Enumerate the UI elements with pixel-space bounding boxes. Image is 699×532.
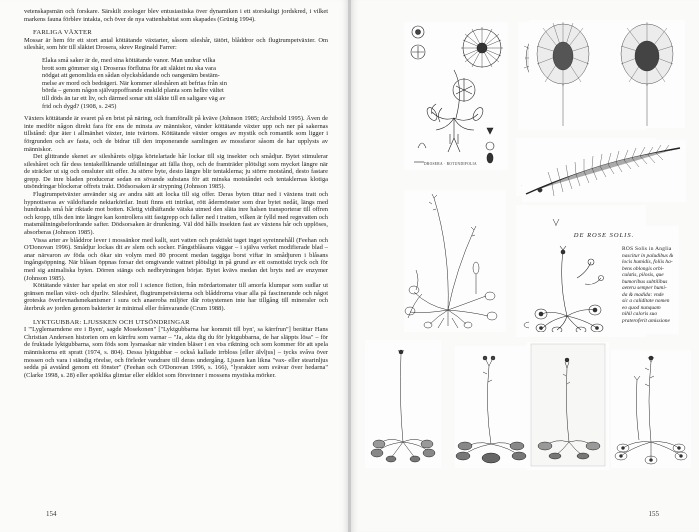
quote-line: nödgat att genomlida en sådan olycksbådande och oangenäm bestäm- [42, 72, 220, 80]
paragraph: Köttätande växter har spelat en stor roll i science fiction, från mördartomater till amorfa klumpar som sudlar ut gränsen mellan växt- och djurliv. Sileshåret, flugtrumpetväxterna och blåddrorna visar alla på fascinerande och något groteska överlevnadsmekanismer i sura och anaeroba miljöer där rotsystemen inte har tillgång till mineraler och återbruk av jorden genom bakterier är minimal eller frånvarande (Crum 1988). [24, 282, 328, 312]
latin-line: locis humidis, foliis ha- [622, 259, 673, 265]
latin-line: aeteru semper humi- [622, 285, 667, 291]
plate-bottom-1 [365, 340, 441, 468]
plate-bottom-4 [611, 350, 691, 468]
latin-line: da & madida: vnde [622, 291, 664, 298]
paragraph: Det glittrande skenet av sileshårets oljiga körtelartade hår lockar till sig insekter och smådjur. Bytet stimulerar sileshåret och får dess tentakelliknande utfällningar att fälla ihop, och de framträder plötsligt som mycket längre när de sträcker ut sig och omsluter sitt offer. Ju större byte, desto längre blir tentaklerna; ju större motstånd, desto fastare grepp. De inre bladen producerar sedan en sövande substans för att minska motståndet och tentaklernas klotiga utsöndringar blockerar offrets trakt. Dödsorsaken är strypning (Johnson 1985). [24, 153, 328, 191]
plate-caption: DROSERA · ROTUNDIFOLIA [424, 162, 477, 166]
woodcut-latin-text [622, 246, 676, 324]
plate-de-rose-solis [529, 226, 679, 334]
latin-line: eo quod nunquam [622, 304, 661, 311]
latin-line: humoribus subtilibus [622, 278, 668, 285]
latin-line: prateroferit amissione [622, 317, 670, 324]
sundew-rosette-illustration [404, 190, 506, 332]
quote-line: Elaka små saker är de, med sina köttätande vanor. Man undrar vilka [42, 56, 216, 64]
quote-line: frid och dygd? [42, 102, 80, 110]
quote-line: brott som gömmer sig i Droseras förflutna för att släktet nu ska vara [42, 64, 216, 72]
sundew-framed-illustration [527, 342, 609, 470]
section-heading-farliga-vaxter: FARLIGA VÄXTER [33, 29, 92, 37]
block-quote [42, 57, 322, 110]
plate-sundew-leaf-horizontal [522, 140, 686, 202]
left-page [0, 0, 348, 532]
page-number: 154 [46, 510, 57, 518]
sundew-tall-stem-illustration [365, 340, 441, 468]
sundew-heads-illustration [529, 20, 685, 128]
section-heading-lyktgubbar: LYKTGUBBAR: LJUSSKEN OCH UTSÖNDRINGAR [33, 318, 190, 326]
latin-line: bens oblongis orbi- [622, 265, 664, 272]
woodcut-plant-illustration [533, 244, 615, 332]
plate-drosera-anatomy [404, 22, 508, 170]
quote-line: till döds än tar ett liv, och därmed sonar sitt släkte till en saligare väg av [42, 94, 226, 102]
latin-line: ROS Solis in Anglia [622, 246, 672, 252]
leaf-tentacles-illustration [522, 140, 686, 202]
paragraph: Flugtrumpetväxter använder sig av andra sätt att locka till sig offer. Deras byten tittar ned i växtens tratt och hypnotiseras av väldoftande nektarkörtlar. Inuti finns ett intrikat, rött ådermönster som drar bytet nedåt, längs med hundratals små hår riktade mot botten. Kletig vidhäftande vätska utmed den släta inre halsen transporterar till offren och kropp, tills den inte längre kan kontrollera sitt fastgrepp och faller ned i tratten, vilken är fylld med regnvatten och matsmältningsbefordrande safter. Dödsorsaken är drunkning. Väl död hålls insekten fast av växtens hår och upplöses, absorberas (Johnson 1985). [24, 191, 328, 237]
plate-bottom-3 [527, 342, 609, 470]
woodcut-frame [529, 226, 679, 334]
plate-drosera-rosette [404, 190, 506, 332]
paragraph: Mossar är hem för ett stort antal köttätande växtarter, såsom sileshår, tätört, blåddror och flugtrumpetväxter. Om sileshår, som hör till släktet Drosera, skrev Reginald Farrer: [24, 36, 328, 52]
page-number: 155 [648, 510, 659, 518]
paragraph: I "'Lyglemarndene ere i Byen', sagde Mosekonen" ["Lyktgubbarna har kommit till byn', sa kärrfrun"] berättar Hans Christian Andersen historien om en kärrfru som varnar – "Ja, akta dig du för lyktgubbarna, de har släppts lösa" – för de fruktade lyktgubbarna, som föds som lysmaskar när vinden bläser i en viss riktning och som kommer för att spela människorna ett spratt (1974, s. 804). Dessa lyktgubbar – också kallade irrbloss [eller älvljus] – tycks svåva över mossen och vara i ständig rörelse, och förleder vandrare till deras undergång. Ljusen kan likna "vax- eller stearinljus sedda på avstånd genom ett fönster" (Feehan och O'Donovan 1996, s. 166), "lysrakter som svävar över hedarna" (Clarke 1998, s. 28) eller spöklika glimtar eller eldklot som försvinner i mossens mystiska mörker. [24, 326, 328, 379]
latin-line: culatis, pilosis, que [622, 272, 664, 278]
quote-line: melse av mord och bedrägeri. När kommer sileshåren att befrias från sin [42, 79, 227, 87]
woodcut-title: DE ROSE SOLIS. [573, 232, 635, 239]
plate-sundew-heads-pair [529, 20, 685, 128]
paragraph: vetenskapsmän och forskare. Särskilt zoologer blev entusiastiska över dynamiken i ett storskaligt jordskred, i vilket markens fauna förblev intakta, och över de nya vattenhabitat som skapades (Grünig 1994). [24, 8, 328, 23]
paragraph: Vissa arter av blåddror lever i mossänkor med kallt, surt vatten och praktiskt taget inget syreinnehåll (Feehan och O'Donovan 1996). Smådjur lockas dit av slem och socker. Fångstblåsans väggar – i själva verket modifierade blad – anar närvaron av föda och ökar sin volym med 80 procent medan taggiga borst viftar in smådjuren i blåsans ingångsöppning. När blåsan öppnas forsar det omgivande vattnet plötsligt in på grund av ett osmotiskt tryck och för med sig animaliska byten. Dörren stängs och nedbrytningen börjar. Bytet kvävs medan det bryts ned av enzymer (Johnson 1985). [24, 236, 328, 282]
sundew-flowering-illustration [455, 346, 531, 468]
latin-line: nihil caloris suo [622, 311, 658, 317]
quote-line: börda – genom någon självuppoffrande enskild planta som hellre vältet [42, 87, 224, 95]
paragraph: Växters köttätande är svaret på en brist på näring, och framförallt på kväve (Johnson 1985; Archibold 1995). Även de inte medför någon direkt fara för ens de minsta av människor, vänder köttätande växter upp och ner på sakernas tillstånd: djur äter i allmänhet växter, inte tvärtom. Köttätande växter omges av mystik och romantik som ligger i förgrunden och av fasta, och de bidrar till den imponerande samlingen av mossfaror såsom de har upplysts av människor. [24, 115, 328, 153]
plate-bottom-2 [455, 346, 531, 468]
quote-source: (1908, s. 245) [80, 102, 117, 110]
latin-line: sic a caliditate nomen [622, 298, 670, 304]
sundew-anatomy-illustration [404, 22, 508, 170]
left-text-column [24, 8, 328, 379]
sundew-cluster-illustration [611, 350, 691, 468]
latin-line: nascitur in paludibus & [622, 252, 674, 259]
